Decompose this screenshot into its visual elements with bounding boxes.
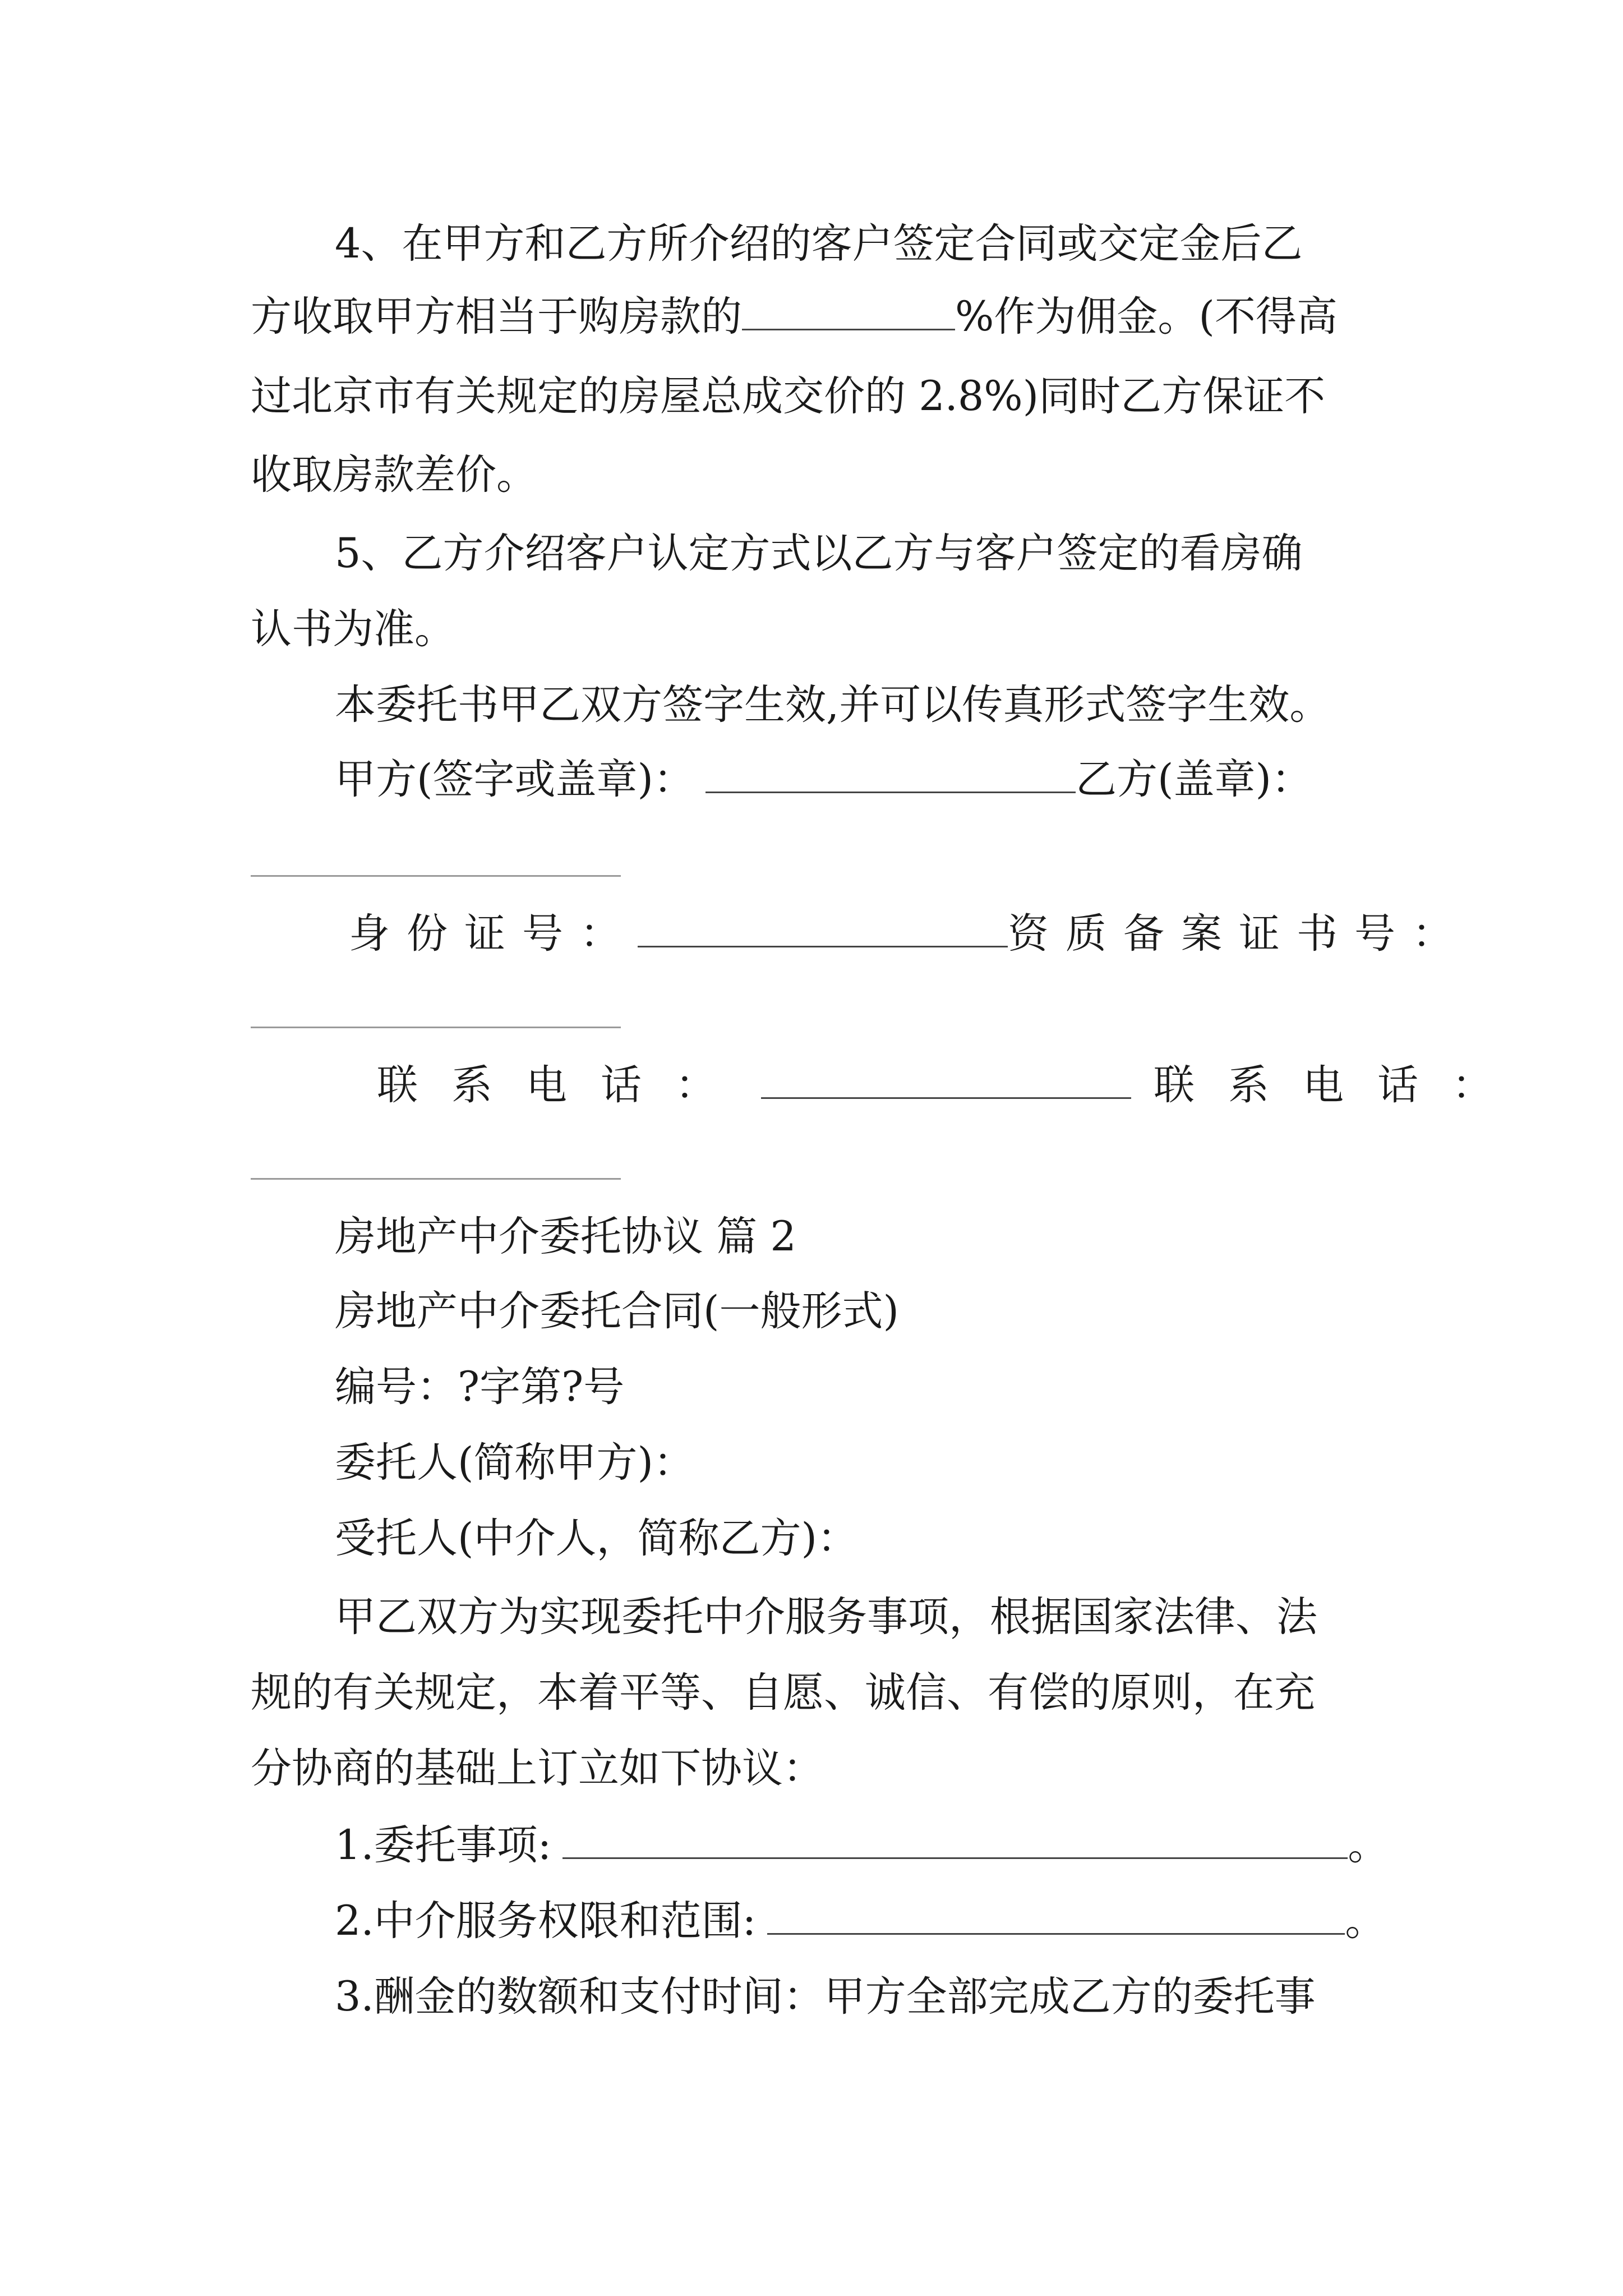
agent-line: 受托人(中介人，简称乙方)： (335, 1515, 858, 1562)
clause-4-line-4: 收取房款差价。 (251, 451, 537, 499)
item-1-period: 。 (1348, 1821, 1389, 1869)
party-a-blank (706, 758, 1076, 793)
phone-b-label: 联系电话： (1154, 1061, 1527, 1109)
item-2-label: 2.中介服务权限和范围: (335, 1897, 757, 1945)
intro-line-1: 甲乙双方为实现委托中介服务事项，根据国家法律、法 (335, 1593, 1317, 1641)
clause-4-line-1: 4、在甲方和乙方所介绍的客户签定合同或交定金后乙 (335, 220, 1303, 268)
party-b-label: 乙方(盖章)： (1075, 756, 1312, 803)
phone-a-label: 联系电话： (377, 1061, 750, 1109)
clause-4-text-b: %作为佣金。(不得高 (955, 293, 1338, 341)
item-1-blank (562, 1824, 1348, 1859)
effect-statement: 本委托书甲乙双方签字生效,并可以传真形式签字生效。 (335, 681, 1331, 729)
client-line: 委托人(简称甲方)： (335, 1439, 694, 1487)
clause-4-line-2 (251, 289, 1338, 345)
item-1-line (335, 1818, 1389, 1874)
phone-a-blank (761, 1064, 1131, 1099)
phone-line (377, 1057, 1527, 1114)
party-b-blank (251, 875, 621, 877)
cert-number-label: 资质备案证书号： (1008, 910, 1470, 958)
party-a-signature-line (335, 752, 1312, 808)
contract-title: 房地产中介委托合同(一般形式) (335, 1287, 899, 1335)
cert-number-blank (251, 1027, 621, 1028)
item-1-label: 1.委托事项: (335, 1821, 552, 1869)
contract-number: 编号：?字第?号 (335, 1363, 625, 1411)
clause-5-line-2: 认书为准。 (251, 605, 455, 653)
clause-4-line-3: 过北京市有关规定的房屋总成交价的 2.8%)同时乙方保证不 (251, 372, 1326, 420)
id-number-blank (638, 912, 1008, 947)
item-2-blank (767, 1899, 1345, 1935)
intro-line-2: 规的有关规定，本着平等、自愿、诚信、有偿的原则，在充 (251, 1669, 1315, 1717)
item-2-period: 。 (1345, 1897, 1386, 1945)
id-number-line (349, 906, 1470, 962)
phone-b-blank (251, 1178, 621, 1180)
item-3-line: 3.酬金的数额和支付时间：甲方全部完成乙方的委托事 (335, 1973, 1316, 2021)
intro-line-3: 分协商的基础上订立如下协议： (251, 1745, 824, 1792)
id-number-label: 身份证号： (349, 910, 638, 958)
clause-4-text-a: 方收取甲方相当于购房款的 (251, 293, 742, 341)
item-2-line (335, 1893, 1386, 1949)
clause-5-line-1: 5、乙方介绍客户认定方式以乙方与客户签定的看房确 (335, 530, 1303, 577)
commission-percent-blank (742, 295, 955, 330)
party-a-label: 甲方(签字或盖章)： (335, 756, 694, 803)
section-2-heading: 房地产中介委托协议 篇 2 (335, 1213, 796, 1260)
